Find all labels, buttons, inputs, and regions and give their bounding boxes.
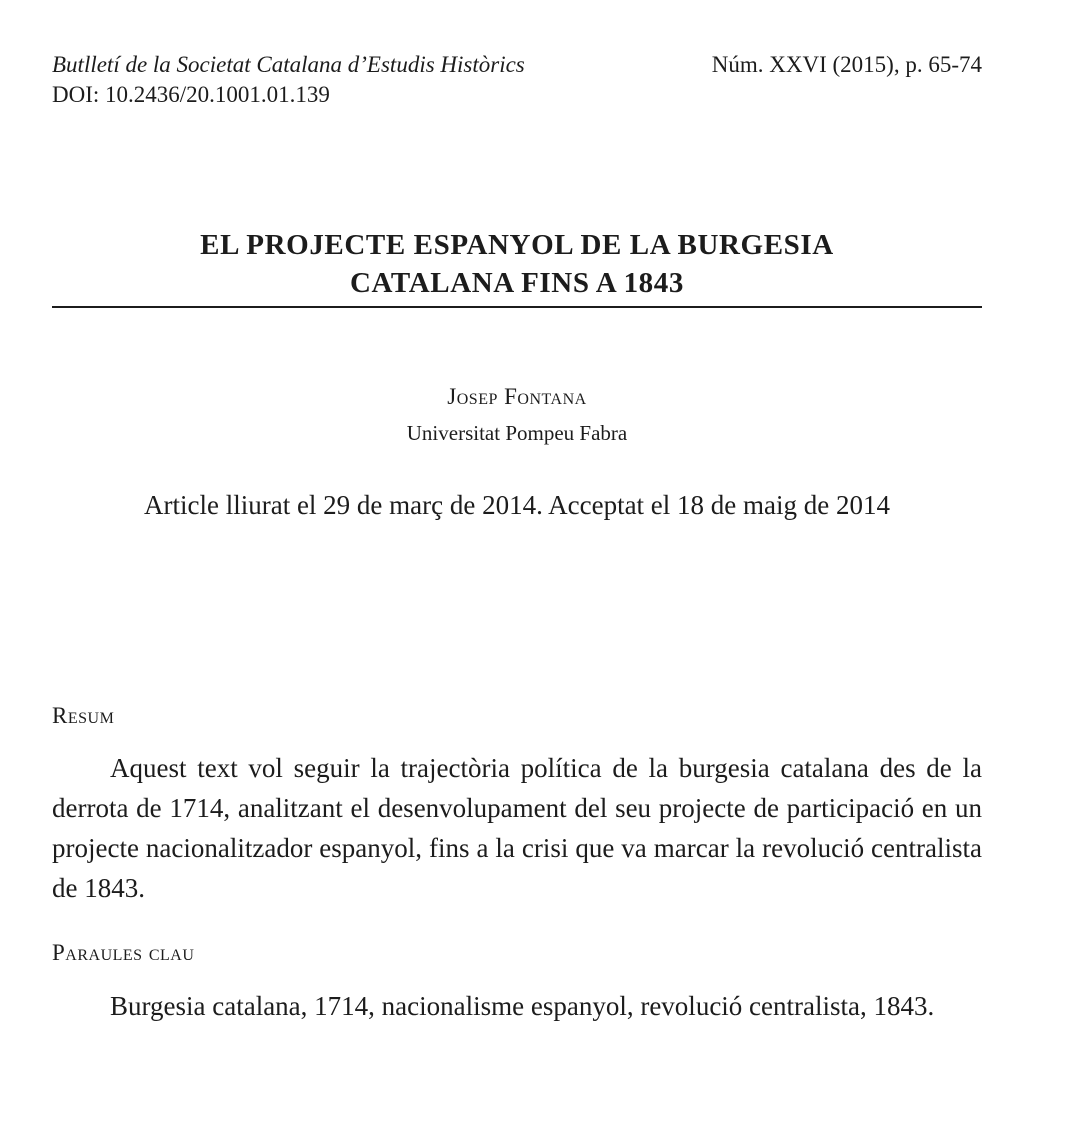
submission-dates: Article lliurat el 29 de març de 2014. Acceptat el 18 de maig de 2014	[144, 490, 890, 520]
title-line-1: EL PROJECTE ESPANYOL DE LA BURGESIA	[200, 229, 834, 261]
journal-header	[52, 50, 525, 110]
abstract-heading: Resum	[52, 703, 115, 728]
author-name: Josep Fontana	[447, 384, 587, 409]
keywords-heading: Paraules clau	[52, 940, 195, 965]
author-affiliation: Universitat Pompeu Fabra	[406, 421, 628, 445]
abstract-text: Aquest text vol seguir la trajectòria política de la burgesia catalana des de la derrota de 1714, analitzant el desenvolupament del seu projecte de participació en un projecte nacionalitzador espanyol, fins a la crisi que va marcar la revolució centralista de 1843.	[52, 753, 982, 903]
keywords-text: Burgesia catalana, 1714, nacionalisme espanyol, revolució centralista, 1843.	[110, 991, 935, 1021]
doi: DOI: 10.2436/20.1001.01.139	[52, 82, 330, 107]
issue-info: Núm. XXVI (2015), p. 65-74	[711, 52, 982, 77]
article-title	[52, 226, 982, 302]
title-line-2: CATALANA FINS A 1843	[349, 267, 684, 299]
title-divider	[52, 306, 982, 308]
journal-name: Butlletí de la Societat Catalana d’Estudis Històrics	[52, 52, 525, 77]
